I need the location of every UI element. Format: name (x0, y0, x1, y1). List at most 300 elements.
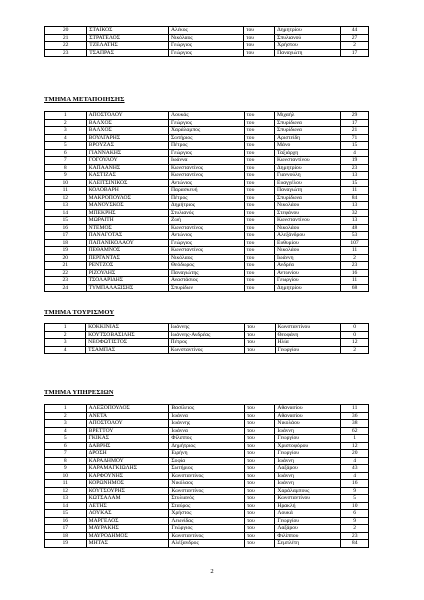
first-name-cell: Παρασκευή (169, 187, 245, 195)
row-number-cell: 3 (45, 339, 86, 347)
table-row (45, 194, 369, 202)
of-cell: του (244, 217, 274, 225)
score-cell: 13 (341, 217, 369, 225)
surname-cell: ΜΗΤΑΣ (86, 540, 169, 548)
score-cell: 12 (341, 442, 369, 450)
row-number-cell: 8 (45, 164, 87, 172)
row-number-cell: 4 (45, 346, 86, 354)
surname-cell: ΠΑΝΑΓΟΤΑΣ (86, 232, 168, 240)
score-cell: 68 (341, 284, 369, 292)
row-number-cell: 15 (45, 217, 87, 225)
father-name-cell: Δημητρίου (275, 164, 341, 172)
table-row (45, 209, 369, 217)
surname-cell: ΤΣΟΛΑΡΙΔΗΣ (86, 277, 168, 285)
row-number-cell: 2 (45, 412, 87, 420)
first-name-cell: Θεόδωρος (169, 262, 245, 270)
table-row (45, 405, 369, 413)
first-name-cell: Δημήτριος (169, 202, 245, 210)
of-cell: του (244, 284, 274, 292)
of-cell: του (244, 187, 274, 195)
surname-cell: ΑΝΕΤΑ (86, 412, 169, 420)
table-row (45, 134, 369, 142)
surname-cell: ΚΑΡΦΟΥΝΗΣ (86, 472, 169, 480)
score-cell: 11 (341, 277, 369, 285)
first-name-cell: Στυλιανός (169, 495, 245, 503)
first-name-cell: Νικόλαος (169, 480, 245, 488)
row-number-cell: 8 (45, 457, 87, 465)
surname-cell: ΚΛΕΙΤΣΙΝΙΚΟΣ (86, 179, 168, 187)
table-row (45, 127, 369, 135)
father-name-cell: Χαράλαμπους (275, 487, 341, 495)
table-row (45, 284, 369, 292)
table-row (45, 164, 369, 172)
father-name-cell: Κωνσταντίνου (275, 157, 341, 165)
row-number-cell: 3 (45, 420, 87, 428)
surname-cell: ΑΛΕΞΟΠΟΥΛΟΣ (86, 405, 169, 413)
surname-cell: ΛΟΥΚΑΣ (86, 510, 169, 518)
of-cell: του (244, 134, 274, 142)
of-cell: του (244, 142, 274, 150)
of-cell: του (245, 324, 275, 332)
father-name-cell: Λουκά (275, 510, 341, 518)
table-row (45, 339, 369, 347)
table-row (45, 269, 369, 277)
row-number-cell: 21 (45, 34, 87, 42)
surname-cell: ΜΑΝΟΥΣΚΟΣ (86, 202, 168, 210)
first-name-cell: Κωνσταντίνος (169, 172, 245, 180)
surname-cell: ΣΤΑΙΚΟΣ (87, 27, 169, 35)
of-cell: του (244, 532, 274, 540)
score-cell: 5 (341, 495, 369, 503)
section-heading-processing: ΤΜΗΜΑ ΜΕΤΑΠΟΙΗΣΗΣ (44, 96, 125, 103)
of-cell: του (244, 254, 274, 262)
row-number-cell: 17 (45, 525, 87, 533)
of-cell: του (244, 34, 275, 42)
of-cell: του (244, 427, 274, 435)
father-name-cell: Γεωργίου (275, 346, 341, 354)
row-number-cell: 19 (45, 540, 87, 548)
row-number-cell: 11 (45, 480, 87, 488)
score-cell: 15 (341, 179, 369, 187)
of-cell: του (244, 495, 274, 503)
first-name-cell: Χαράλαμπος (169, 127, 245, 135)
of-cell: του (244, 442, 274, 450)
section-heading-tourism: ΤΜΗΜΑ ΤΟΥΡΙΣΜΟΥ (44, 309, 115, 316)
of-cell: του (244, 232, 274, 240)
of-cell: του (244, 157, 274, 165)
first-name-cell: Πέτρος (169, 194, 245, 202)
surname-cell: ΒΡΕΤΤΟΥ (86, 427, 169, 435)
first-name-cell: Ιωάννα (169, 427, 245, 435)
row-number-cell: 22 (45, 42, 87, 50)
surname-cell: ΚΑΠΑΑΝΗΣ (86, 164, 168, 172)
surname-cell: ΓΚΙΚΑΣ (86, 435, 169, 443)
row-number-cell: 6 (45, 149, 87, 157)
father-name-cell: Χριστοφόρου (275, 442, 341, 450)
table-row (45, 247, 369, 255)
row-number-cell: 4 (45, 134, 87, 142)
score-cell: 11 (341, 187, 369, 195)
table-row (45, 277, 369, 285)
of-cell: του (244, 262, 274, 270)
first-name-cell: Ειρήνη (169, 450, 245, 458)
first-name-cell: Βασίλειος (169, 405, 245, 413)
row-number-cell: 18 (45, 239, 87, 247)
row-number-cell: 7 (45, 450, 87, 458)
first-name-cell: Γεώργιος (169, 239, 245, 247)
table-row (45, 324, 369, 332)
row-number-cell: 10 (45, 179, 87, 187)
surname-cell: ΜΩΡΑΪΤΗ (86, 217, 168, 225)
table-row (45, 450, 369, 458)
score-cell: 2 (341, 254, 369, 262)
row-number-cell: 9 (45, 172, 87, 180)
of-cell: του (244, 420, 274, 428)
table-row (45, 112, 369, 120)
row-number-cell: 19 (45, 247, 87, 255)
row-number-cell: 6 (45, 442, 87, 450)
score-cell: 38 (341, 420, 369, 428)
father-name-cell: Ιωάννη (275, 254, 341, 262)
row-number-cell: 13 (45, 202, 87, 210)
of-cell: του (244, 457, 274, 465)
father-name-cell: Αριστείδη (275, 134, 341, 142)
first-name-cell: Κωνσταντίνος (169, 472, 245, 480)
score-cell: 107 (341, 239, 369, 247)
first-name-cell: Κωνσταντίνος (169, 532, 245, 540)
of-cell: του (244, 525, 274, 533)
father-name-cell: Ηλία (275, 339, 341, 347)
father-name-cell: Νικολάου (275, 224, 341, 232)
of-cell: του (244, 49, 275, 57)
father-name-cell: Αθανασίου (275, 405, 341, 413)
father-name-cell: Δημητρίου (275, 284, 341, 292)
of-cell: του (244, 510, 274, 518)
score-cell: 23 (341, 262, 369, 270)
row-number-cell: 3 (45, 127, 87, 135)
first-name-cell: Γεώργιος (169, 525, 245, 533)
surname-cell: ΒΡΟΥΖΑΣ (86, 142, 168, 150)
table-row (45, 119, 369, 127)
of-cell: του (244, 435, 274, 443)
row-number-cell: 5 (45, 435, 87, 443)
father-name-cell: Ανδρέα (275, 262, 341, 270)
row-number-cell: 1 (45, 112, 87, 120)
first-name-cell: Λεωνίδας (169, 517, 245, 525)
score-cell: 13 (341, 202, 369, 210)
father-name-cell: Κωνσταντίνου (275, 324, 341, 332)
table-row (45, 142, 369, 150)
of-cell: του (244, 247, 274, 255)
score-cell: 48 (341, 224, 369, 232)
father-name-cell: Ηρακλή (275, 502, 341, 510)
father-name-cell: Κωνσταντίνου (275, 495, 341, 503)
father-name-cell: Χρήστου (275, 42, 341, 50)
of-cell: του (244, 239, 274, 247)
first-name-cell: Αναστάσιος (169, 277, 245, 285)
father-name-cell: Γεωργίου (275, 435, 341, 443)
of-cell: του (244, 412, 274, 420)
score-cell: 15 (341, 142, 369, 150)
father-name-cell: Νικολάου (275, 420, 341, 428)
father-name-cell: Ιωάννη (275, 480, 341, 488)
score-cell: 17 (341, 49, 369, 57)
first-name-cell: Στυλιανός (169, 209, 245, 217)
of-cell: του (244, 472, 274, 480)
surname-cell: ΚΩΤΣΑΛΑΜ (86, 495, 169, 503)
father-name-cell: Θεοφάνη (275, 331, 341, 339)
of-cell: του (244, 202, 274, 210)
table-row (45, 224, 369, 232)
score-cell: 27 (341, 34, 369, 42)
surname-cell: ΑΠΟΣΤΟΛΟΥ (86, 112, 168, 120)
surname-cell: ΒΑΛΧΟΣ (86, 119, 168, 127)
father-name-cell: Αθανασίου (275, 412, 341, 420)
surname-cell: ΚΟΥΤΣΟΒΑΣΙΛΗΣ (86, 331, 169, 339)
score-cell: 44 (341, 27, 369, 35)
score-cell: 2 (341, 346, 369, 354)
first-name-cell: Ζωή (169, 217, 245, 225)
father-name-cell: Δημητρίου (275, 27, 341, 35)
surname-cell: ΚΟΚΚΙΝΙΑΣ (86, 324, 169, 332)
surname-cell: ΠΑΠΑΝΙΚΟΛΑΟΥ (86, 239, 168, 247)
table-row (45, 331, 369, 339)
first-name-cell: Ιωάννης-Ανδρέας (168, 331, 244, 339)
father-name-cell: Αντωνίου (275, 269, 341, 277)
father-name-cell: Κωνσταντίνου (275, 217, 341, 225)
score-cell: 21 (341, 127, 369, 135)
row-number-cell: 14 (45, 502, 87, 510)
first-name-cell: Αλέξανδρος (169, 540, 245, 548)
father-name-cell: Φιλίππου (275, 532, 341, 540)
father-name-cell: Σπυρίδωνα (275, 194, 341, 202)
surname-cell: ΚΑΡΑΜΑΓΚΙΩΛΗΣ (86, 465, 169, 473)
first-name-cell: Χρήστος (169, 510, 245, 518)
score-cell: 2 (341, 42, 369, 50)
father-name-cell: Μιχαήλ (275, 112, 341, 120)
table-row (45, 495, 369, 503)
table-row (45, 42, 369, 50)
row-number-cell: 1 (45, 324, 86, 332)
surname-cell: ΔΡΟΣΗ (86, 450, 169, 458)
table-row (45, 202, 369, 210)
father-name-cell: Ευθυμίου (275, 239, 341, 247)
personnel-table-processing (44, 111, 369, 292)
of-cell: του (244, 127, 274, 135)
father-name-cell: Ιωάννη (275, 457, 341, 465)
father-name-cell: Νικολάου (275, 247, 341, 255)
score-cell: 71 (341, 134, 369, 142)
first-name-cell: Σοφία (169, 457, 245, 465)
of-cell: του (244, 465, 274, 473)
table-row (45, 420, 369, 428)
table-row (45, 435, 369, 443)
of-cell: του (244, 179, 274, 187)
table-row (45, 540, 369, 548)
table-row (45, 532, 369, 540)
surname-cell: ΡΙΖΟΥΛΗΣ (86, 269, 168, 277)
first-name-cell: Σωτήριος (169, 465, 245, 473)
of-cell: του (244, 517, 274, 525)
score-cell: 84 (341, 540, 369, 548)
of-cell: του (244, 172, 274, 180)
score-cell: 1 (341, 435, 369, 443)
score-cell: 43 (341, 465, 369, 473)
surname-cell: ΚΟΡΩΝΗΜΟΣ (86, 480, 169, 488)
row-number-cell: 11 (45, 187, 87, 195)
row-number-cell: 14 (45, 209, 87, 217)
score-cell: 0 (341, 324, 369, 332)
of-cell: του (244, 480, 274, 488)
first-name-cell: Ιωάννης (169, 420, 245, 428)
table-row (45, 239, 369, 247)
father-name-cell: Μάνο (275, 142, 341, 150)
row-number-cell: 4 (45, 427, 87, 435)
first-name-cell: Σπυρίδων (169, 284, 245, 292)
table-row (45, 262, 369, 270)
score-cell: 13 (341, 172, 369, 180)
first-name-cell: Δημήτριος (169, 442, 245, 450)
first-name-cell: Λουκάς (169, 112, 245, 120)
score-cell: 4 (341, 472, 369, 480)
first-name-cell: Αντώνιος (169, 232, 245, 240)
first-name-cell: Κωνσταντίνος (169, 164, 245, 172)
surname-cell: ΚΑΡΑΔΗΜΟΥ (86, 457, 169, 465)
surname-cell: ΤΣΑΜΠΑΣ (86, 346, 169, 354)
surname-cell: ΜΑΚΡΟΠΟΥΛΟΣ (86, 194, 168, 202)
of-cell: του (245, 346, 275, 354)
first-name-cell: Ιωάννα (169, 157, 245, 165)
table-row (45, 465, 369, 473)
row-number-cell: 1 (45, 405, 87, 413)
table-row (45, 502, 369, 510)
father-name-cell: Γεωργίου (275, 517, 341, 525)
first-name-cell: Ιωάννης (168, 324, 244, 332)
score-cell: 23 (341, 164, 369, 172)
surname-cell: ΜΑΡΓΕΛΟΣ (86, 517, 169, 525)
score-cell: 9 (341, 517, 369, 525)
table-row (45, 27, 369, 35)
first-name-cell: Νικόλαος (168, 34, 243, 42)
surname-cell: ΝΤΕΜΟΣ (86, 224, 168, 232)
surname-cell: ΔΑΒΡΗΣ (86, 442, 169, 450)
row-number-cell: 2 (45, 331, 86, 339)
table-row (45, 34, 369, 42)
father-name-cell: Σεμπλέτη (275, 540, 341, 548)
row-number-cell: 2 (45, 119, 87, 127)
row-number-cell: 20 (45, 254, 87, 262)
row-number-cell: 22 (45, 269, 87, 277)
surname-cell: ΤΣΑΠΡΑΣ (87, 49, 169, 57)
first-name-cell: Πέτρος (169, 142, 245, 150)
score-cell: 12 (341, 339, 369, 347)
of-cell: του (244, 194, 274, 202)
father-name-cell: Γεωργίου (275, 450, 341, 458)
row-number-cell: 9 (45, 465, 87, 473)
score-cell: 17 (341, 119, 369, 127)
first-name-cell: Κωνσταντίνος (169, 247, 245, 255)
surname-cell: ΚΟΥΤΣΟΥΡΗΣ (86, 487, 169, 495)
of-cell: του (244, 540, 274, 548)
of-cell: του (244, 42, 275, 50)
of-cell: του (245, 339, 275, 347)
surname-cell: ΣΤΡΑΤΕΛΟΣ (87, 34, 169, 42)
father-name-cell: Σπυρίδωνα (275, 119, 341, 127)
score-cell: 19 (341, 157, 369, 165)
score-cell: 62 (341, 427, 369, 435)
row-number-cell: 12 (45, 487, 87, 495)
table-row (45, 427, 369, 435)
father-name-cell: Λαζάρου (275, 465, 341, 473)
surname-cell: ΜΠΕΚΡΗΣ (86, 209, 168, 217)
of-cell: του (244, 149, 274, 157)
surname-cell: ΠΕΡΓΑΝΤΑΣ (86, 254, 168, 262)
score-cell: 6 (341, 510, 369, 518)
table-row (45, 517, 369, 525)
father-name-cell: Ιωάννη (275, 427, 341, 435)
of-cell: του (244, 269, 274, 277)
table-row (45, 457, 369, 465)
first-name-cell: Κωνσταντίνος (168, 346, 244, 354)
father-name-cell: Στεφάνου (275, 209, 341, 217)
table-row (45, 217, 369, 225)
table-row (45, 232, 369, 240)
surname-cell: ΚΑΣΤΙΖΑΣ (86, 172, 168, 180)
score-cell: 10 (341, 502, 369, 510)
score-cell: 53 (341, 232, 369, 240)
table-row (45, 179, 369, 187)
of-cell: του (244, 119, 274, 127)
surname-cell: ΒΟΥΛΓΑΡΗΣ (86, 134, 168, 142)
table-row (45, 510, 369, 518)
of-cell: του (244, 487, 274, 495)
row-number-cell: 16 (45, 224, 87, 232)
first-name-cell: Σταύρος (169, 502, 245, 510)
surname-cell: ΠΕΘΑΜΝΟΣ (86, 247, 168, 255)
first-name-cell: Κωνσταντίνος (169, 224, 245, 232)
score-cell: 23 (341, 532, 369, 540)
score-cell: 20 (341, 450, 369, 458)
surname-cell: ΚΟΛΟΒΑΡΗ (86, 187, 168, 195)
table-row (45, 254, 369, 262)
table-row (45, 480, 369, 488)
surname-cell: ΝΕΟΦΩΤΙΣΤΟΣ (86, 339, 169, 347)
table-row (45, 487, 369, 495)
row-number-cell: 20 (45, 27, 87, 35)
father-name-cell: Ταξιάρχη (275, 149, 341, 157)
first-name-cell: Σωτήριος (169, 134, 245, 142)
row-number-cell: 17 (45, 232, 87, 240)
of-cell: του (244, 112, 274, 120)
father-name-cell: Ευαγγέλου (275, 179, 341, 187)
score-cell: 0 (341, 331, 369, 339)
table-row (45, 412, 369, 420)
score-cell: 16 (341, 269, 369, 277)
father-name-cell: Σπυρίδωνα (275, 127, 341, 135)
surname-cell: ΓΙΑΝΝΑΚΗΣ (86, 149, 168, 157)
row-number-cell: 16 (45, 517, 87, 525)
father-name-cell: Γεωργίου (275, 277, 341, 285)
table-row (45, 442, 369, 450)
father-name-cell: Σπυλιανού (275, 34, 341, 42)
first-name-cell: Κωνσταντίνος (169, 487, 245, 495)
surname-cell: ΤΥΜΠΑΛΑΞΙΣΗΣ (86, 284, 168, 292)
father-name-cell: Γιαννούλη (275, 172, 341, 180)
surname-cell: ΛΕΤΗΣ (86, 502, 169, 510)
father-name-cell: Λαζάρου (275, 525, 341, 533)
of-cell: του (244, 224, 274, 232)
row-number-cell: 24 (45, 284, 87, 292)
